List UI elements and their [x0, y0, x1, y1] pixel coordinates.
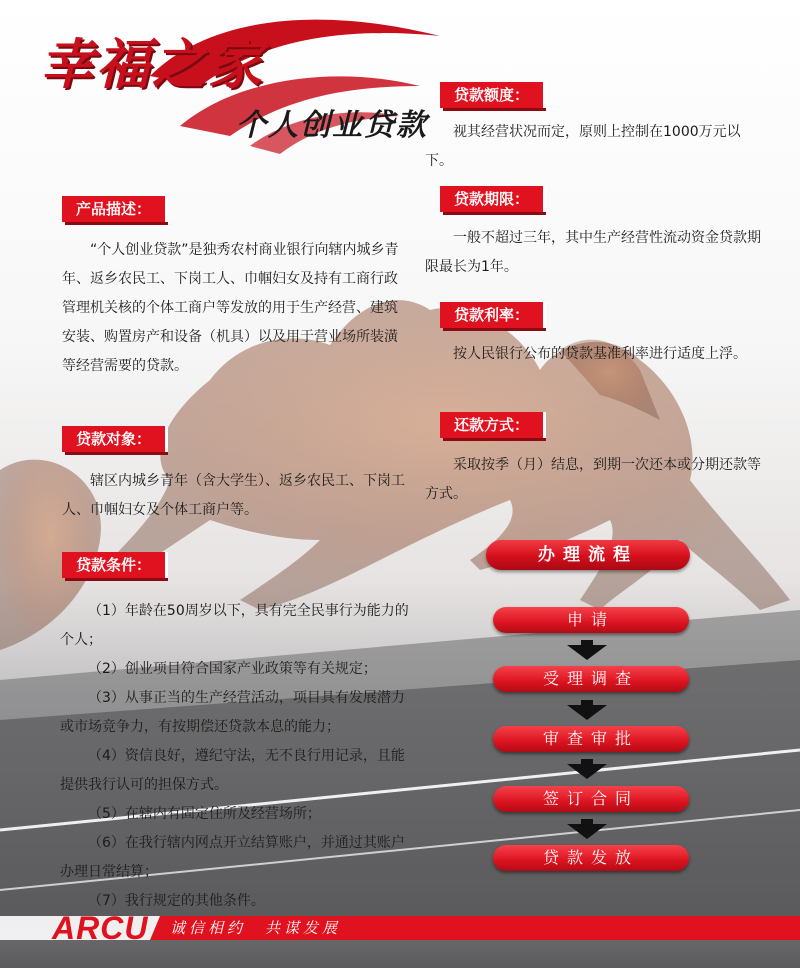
target-label: 贷款对象： [62, 426, 165, 452]
conditions-label: 贷款条件： [62, 552, 165, 578]
condition-item: （2）创业项目符合国家产业政策等有关规定； [88, 661, 377, 677]
process-step-apply: 申请 [493, 607, 689, 633]
target-text: 辖区内城乡青年（含大学生）、返乡农民工、下岗工人、巾帼妇女及个体工商户等。 [62, 473, 405, 518]
process-step-approve: 审查审批 [493, 726, 689, 752]
product-desc-label: 产品描述： [62, 196, 165, 222]
brand-logo: ARCU [52, 910, 149, 946]
footer-slogan: 诚信相约 共谋发展 [170, 919, 342, 937]
rate-label: 贷款利率： [440, 302, 543, 328]
down-arrow-icon [563, 700, 611, 720]
amount-label: 贷款额度： [440, 82, 543, 108]
down-arrow-icon [563, 819, 611, 839]
title-main: 幸福之家 [40, 35, 264, 95]
process-step-disburse: 贷款发放 [493, 845, 689, 871]
down-arrow-icon [563, 759, 611, 779]
process-title: 办理流程 [486, 540, 690, 570]
condition-item: （4）资信良好，遵纪守法，无不良行用记录，且能提供我行认可的担保方式。 [60, 748, 405, 793]
process-step-contract: 签订合同 [493, 786, 689, 812]
title-sub: 个人创业贷款 [236, 109, 428, 142]
condition-item: （5）在辖内有固定住所及经营场所； [88, 806, 321, 822]
rate-text: 按人民银行公布的贷款基准利率进行适度上浮。 [453, 346, 747, 362]
condition-item: （7）我行规定的其他条件。 [88, 893, 265, 909]
repayment-label: 还款方式： [440, 412, 543, 438]
conditions-list [60, 597, 410, 916]
amount-text: 视其经营状况而定，原则上控制在1000万元以下。 [425, 124, 741, 169]
repayment-text: 采取按季（月）结息，到期一次还本或分期还款等方式。 [425, 457, 761, 502]
term-text: 一般不超过三年，其中生产经营性流动资金贷款期限最长为1年。 [425, 230, 761, 275]
product-desc-text: “个人创业贷款”是独秀农村商业银行向辖内城乡青年、返乡农民工、下岗工人、巾帼妇女及持有工商行政管理机关核的个体工商户等发放的用于生产经营、建筑安装、购置房产和设备（机具）以及用于营业场所装潢等经营需要的贷款。 [62, 242, 399, 374]
down-arrow-icon [563, 640, 611, 660]
condition-item: （6）在我行辖内网点开立结算账户，并通过其账户办理日常结算； [60, 835, 405, 880]
condition-item: （1）年龄在50周岁以下，具有完全民事行为能力的个人； [60, 603, 409, 648]
condition-item: （3）从事正当的生产经营活动，项目具有发展潜力或市场竞争力，有按期偿还贷款本息的能力； [60, 690, 405, 735]
term-label: 贷款期限： [440, 186, 543, 212]
process-step-investigate: 受理调查 [493, 666, 689, 692]
